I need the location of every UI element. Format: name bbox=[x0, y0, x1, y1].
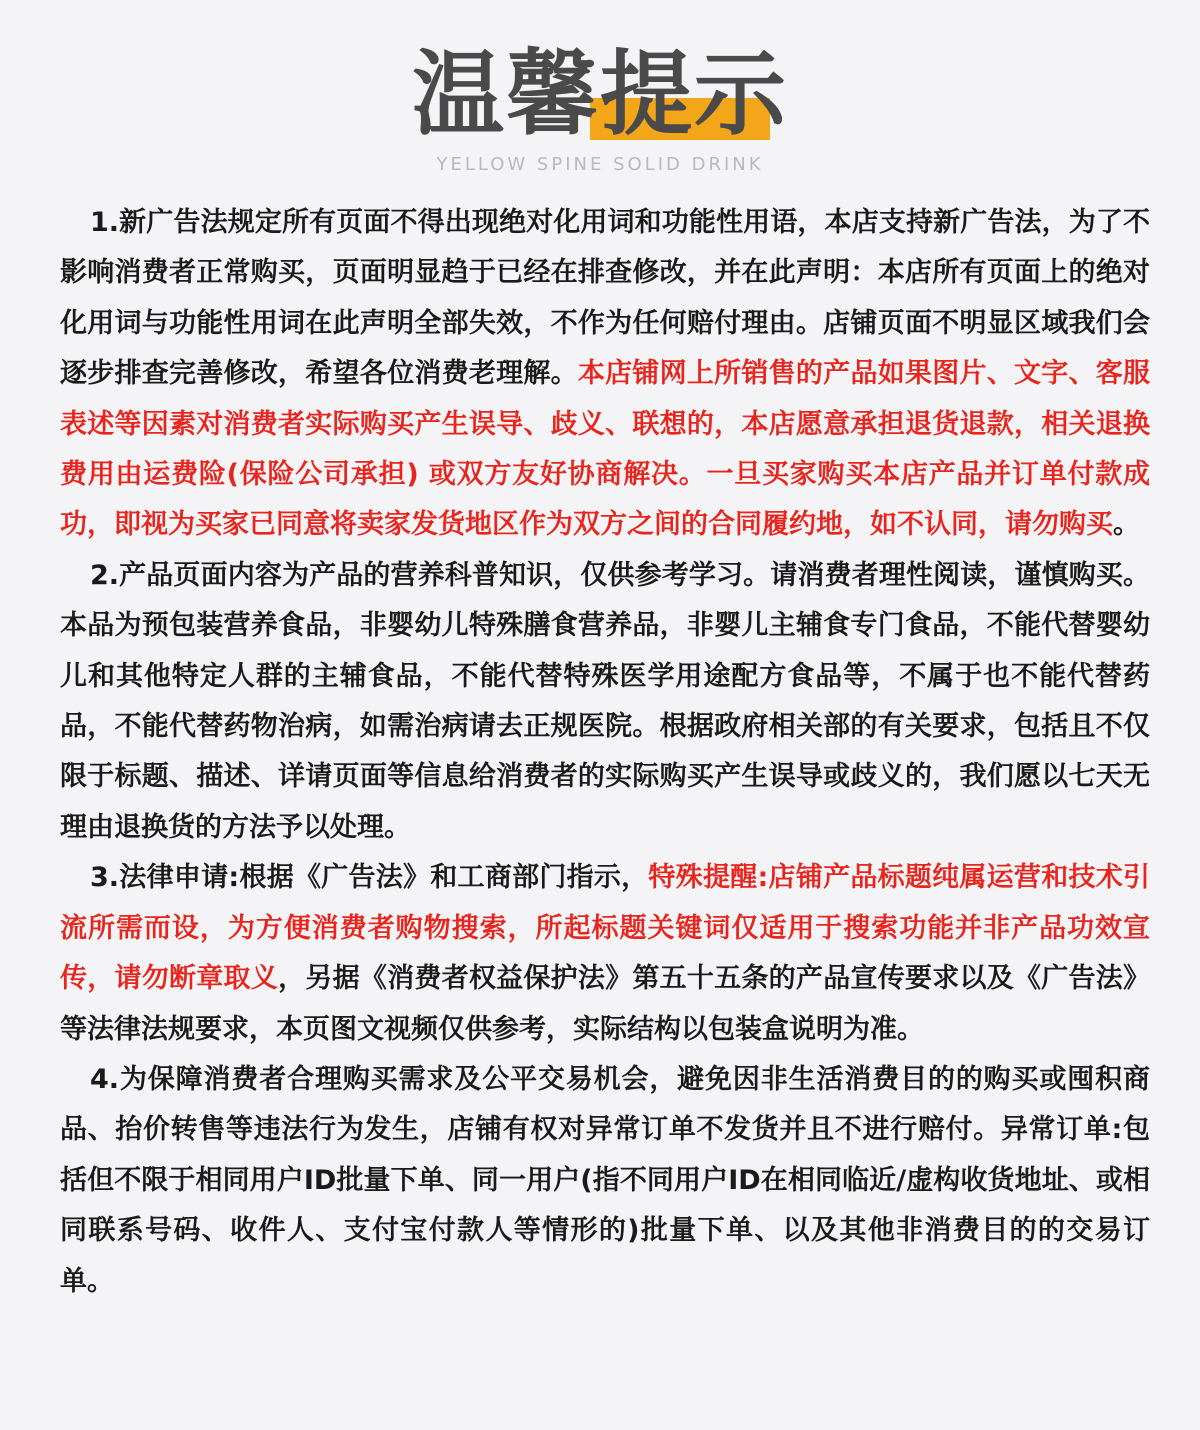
notice-paragraph-3 bbox=[60, 853, 1150, 1055]
paragraph-1-end: 。 bbox=[1113, 509, 1140, 541]
notice-paragraph-2 bbox=[60, 551, 1150, 853]
notice-body bbox=[60, 198, 1150, 1307]
title-block bbox=[412, 40, 788, 150]
notice-paragraph-1 bbox=[60, 198, 1150, 551]
page-title: 温馨提示 bbox=[411, 41, 788, 148]
paragraph-3-end: ，另据《消费者权益保护法》第五十五条的产品宣传要求以及《广告法》等法律法规要求，本页图文视频仅供参考，实际结构以包装盒说明为准。 bbox=[60, 963, 1151, 1045]
paragraph-3-text: 3.法律申请:根据《广告法》和工商部门指示， bbox=[90, 862, 649, 894]
paragraph-1-text: 1.新广告法规定所有页面不得出现绝对化用词和功能性用语，本店支持新广告法，为了不影响消费者正常购买，页面明显趋于已经在排查修改，并在此声明：本店所有页面上的绝对化用词与功能性用词在此声明全部失效，不作为任何赔付理由。店铺页面不明显区域我们会逐步排查完善修改，希望各位消费老理解。 bbox=[60, 207, 1150, 390]
paragraph-2-text: 2.产品页面内容为产品的营养科普知识，仅供参考学习。请消费者理性阅读，谨慎购买。本品为预包装营养食品，非婴幼儿特殊膳食营养品，非婴儿主辅食专门食品，不能代替婴幼儿和其他特定人群的主辅食品，不能代替特殊医学用途配方食品等，不属于也不能代替药品，不能代替药物治病，如需治病请去正规医院。根据政府相关部的有关要求，包括且不仅限于标题、描述、详请页面等信息给消费者的实际购买产生误导或歧义的，我们愿以七天无理由退换货的方法予以处理。 bbox=[60, 559, 1150, 843]
paragraph-4-text: 4.为保障消费者合理购买需求及公平交易机会，避免因非生活消费目的的购买或囤积商品、抬价转售等违法行为发生，店铺有权对异常订单不发货并且不进行赔付。异常订单:包括但不限于相同用户ID批量下单、同一用户(指不同用户ID在相同临近/虚构收货地址、或相同联系号码、收件人、支付宝付款人等情形的)批量下单、以及其他非消费目的的交易订单。 bbox=[60, 1063, 1150, 1297]
paragraph-3-highlight: 特殊提醒:店铺产品标题纯属运营和技术引流所需而设，为方便消费者购物搜索，所起标题关键词仅适用于搜索功能并非产品功效宣传，请勿断章取义 bbox=[60, 862, 1150, 995]
notice-header bbox=[0, 28, 1200, 188]
page-subtitle: YELLOW SPINE SOLID DRINK bbox=[436, 154, 764, 175]
paragraph-1-highlight: 本店铺网上所销售的产品如果图片、文字、客服表述等因素对消费者实际购买产生误导、歧义、联想的，本店愿意承担退货退款，相关退换费用由运费险(保险公司承担) 或双方友好协商解决。一旦买家购买本店产品并订单付款成功，即视为买家已同意将卖家发货地区作为双方之间的合同履约地，如不认同，请勿购买 bbox=[60, 358, 1151, 541]
notice-paragraph-4 bbox=[60, 1055, 1150, 1307]
